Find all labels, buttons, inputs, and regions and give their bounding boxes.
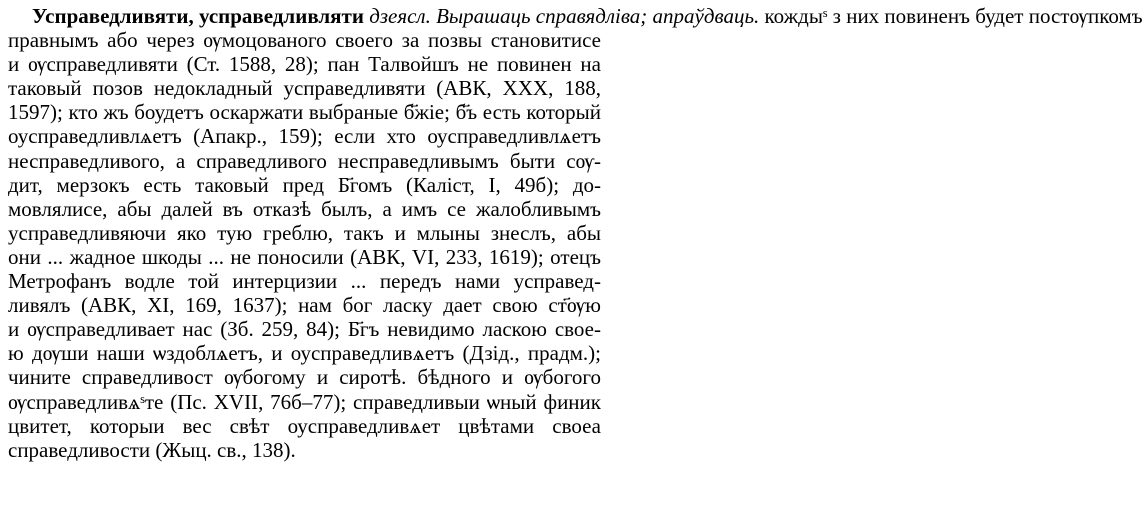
entry-line-16: чините справедливост ѹбогому и сиротѣ. бѣдного и ѹбогого bbox=[8, 365, 601, 390]
entry-line-17: ѹсправедливѧˢте (Пс. XVII, 76б–77); справедливыи ѡный финик bbox=[8, 389, 601, 414]
entry-line-6: оусправедливлѧетъ (Апакр., 159); если хто оусправедливлѧетъ bbox=[8, 124, 601, 149]
entry-line-9: мовлялисе, абы далей въ отказѣ былъ, а имъ се жалобливымъ bbox=[8, 196, 601, 221]
entry-line-12: Метрофанъ водле той интерцизии ... передъ нами усправед- bbox=[8, 269, 601, 294]
part-of-speech: дзеясл. bbox=[369, 4, 431, 28]
entry-line-14: и ѹсправедливает нас (Зб. 259, 84); Б҃гъ невидимо ласкою свое- bbox=[8, 317, 601, 342]
entry-line-11: они ... жадное шкоды ... не поносили (АВК, VI, 233, 1619); отецъ bbox=[8, 244, 601, 269]
entry-line-5: 1597); кто жъ боудетъ оскаржати выбраные б҃жіе; б҃ъ есть который bbox=[8, 100, 601, 125]
entry-line-1 bbox=[8, 4, 1143, 28]
entry-line-15: ю дѹши наши ѡздоблѧетъ, и оусправедливѧетъ (Дзід., прадм.); bbox=[8, 341, 601, 366]
entry-line-3: и ѹсправедливяти (Ст. 1588, 28); пан Талвойшъ не повинен на bbox=[8, 52, 601, 77]
headword: Усправедливяти, усправедливляти bbox=[32, 4, 364, 28]
entry-line-19: справедливости (Жыц. св., 138). bbox=[8, 437, 296, 462]
entry-line-10: усправедливяючи яко тую греблю, такъ и млыны знеслъ, абы bbox=[8, 220, 601, 245]
entry-line-7: несправедливого, а справедливого несправедливымъ быти сѹ- bbox=[8, 148, 601, 173]
entry-line-2: правнымъ або через ѹмоцованого своего за позвы становитисе bbox=[8, 28, 601, 53]
citation-text: кождыˢ з них повиненъ будет постѹпкомъ bbox=[759, 4, 1143, 28]
entry-line-4: таковый позов недокладный усправедливяти (АВК, XXX, 188, bbox=[8, 76, 601, 101]
entry-line-18: цвитет, которыи вес свѣт оусправедливѧет цвѣтами своеа bbox=[8, 413, 601, 438]
entry-line-13: ливялъ (АВК, XI, 169, 1637); нам бог ласку дает свою ст҃ѹю bbox=[8, 293, 601, 318]
entry-line-8: дит, мерзокъ есть таковый пред Б҃гомъ (Каліст, I, 49б); до- bbox=[8, 172, 601, 197]
definition: Вырашаць справядліва; апраўдваць. bbox=[436, 4, 760, 28]
